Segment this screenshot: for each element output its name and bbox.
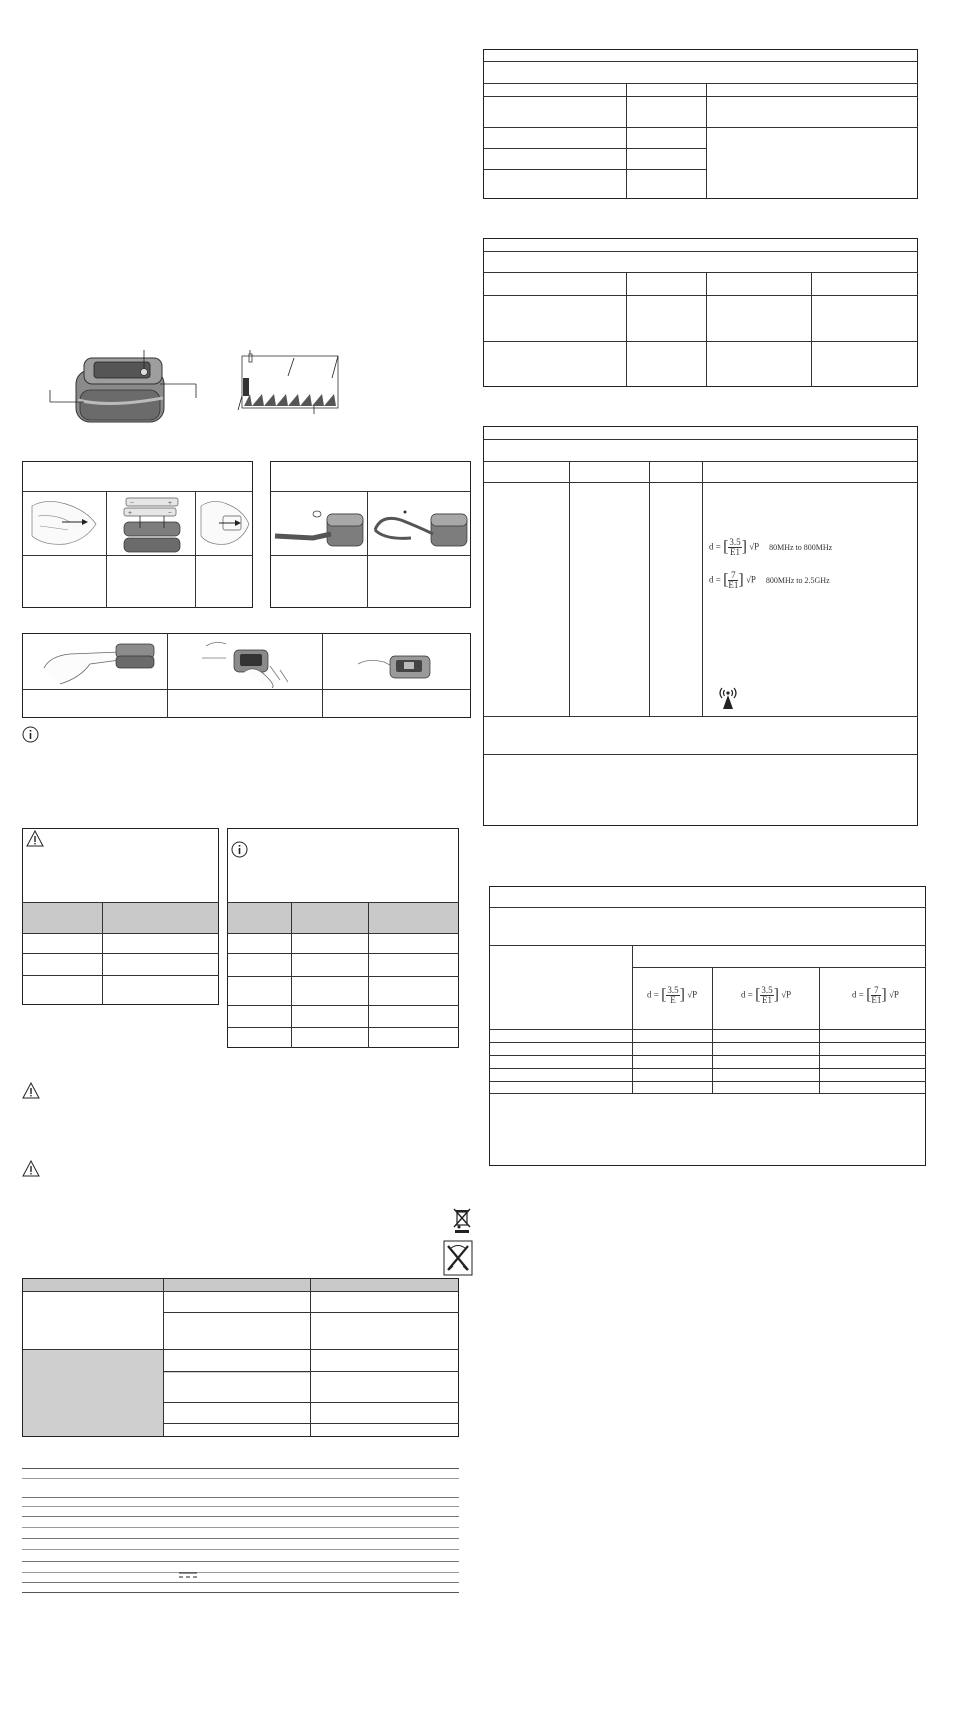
warning-triangle-icon [22, 1082, 40, 1099]
warning-triangle-icon [22, 1160, 40, 1177]
warning-triangle-icon [26, 830, 44, 847]
separation-distance-formula-80-800: d = [ $\frac{3.5}{E1}$ ] √P 80MHz to 800MHz [709, 537, 833, 557]
info-icon [22, 726, 39, 743]
svg-text:+: + [168, 499, 172, 507]
troubleshooting-table-header [23, 1279, 458, 1291]
distance-formula-col1: d = [ $\frac{3.5}{E}$ ] √P [647, 985, 698, 1005]
svg-text:+: + [128, 509, 132, 517]
distance-formula-col3: d = [ $\frac{7}{E1}$ ] √P [852, 985, 899, 1005]
open-battery-cover-illustration [26, 496, 102, 552]
emc-emissions-table [483, 49, 918, 199]
separation-distance-formula-800-2500: d = [ $\frac{7}{E1}$ ] √P 800MHz to 2.5GHz [709, 570, 830, 590]
svg-text:−: − [168, 509, 172, 517]
non-ionizing-radiation-icon [716, 684, 740, 710]
specifications-list [22, 1468, 459, 1469]
direct-current-symbol [179, 1572, 197, 1578]
warning-table-header [23, 903, 218, 933]
attach-lanyard-step1-illustration [273, 500, 365, 552]
weee-crossed-bin-icon [452, 1208, 472, 1234]
info-notice-table [227, 828, 459, 1048]
battery-disposal-icon [443, 1240, 473, 1276]
display-illustration [234, 350, 344, 416]
emc-immunity-table [483, 238, 918, 387]
emc-separation-distance-table [489, 886, 926, 1166]
info-icon [231, 841, 248, 858]
press-button-illustration [196, 636, 306, 688]
close-battery-cover-illustration [197, 496, 251, 552]
svg-text:−: − [130, 499, 134, 507]
frequency-range-80-800: 80MHz to 800MHz [769, 542, 833, 552]
device-illustration [48, 350, 208, 430]
info-table-header [228, 903, 458, 933]
distance-formula-col2: d = [ $\frac{3.5}{E1}$ ] √P [741, 985, 792, 1005]
finger-in-clip-illustration [40, 638, 160, 688]
emc-rf-immunity-table [483, 426, 918, 826]
reading-display-illustration [356, 648, 436, 684]
insert-batteries-illustration [114, 494, 190, 554]
attach-lanyard-step2-illustration [371, 500, 469, 552]
frequency-range-800-2500: 800MHz to 2.5GHz [765, 575, 830, 585]
